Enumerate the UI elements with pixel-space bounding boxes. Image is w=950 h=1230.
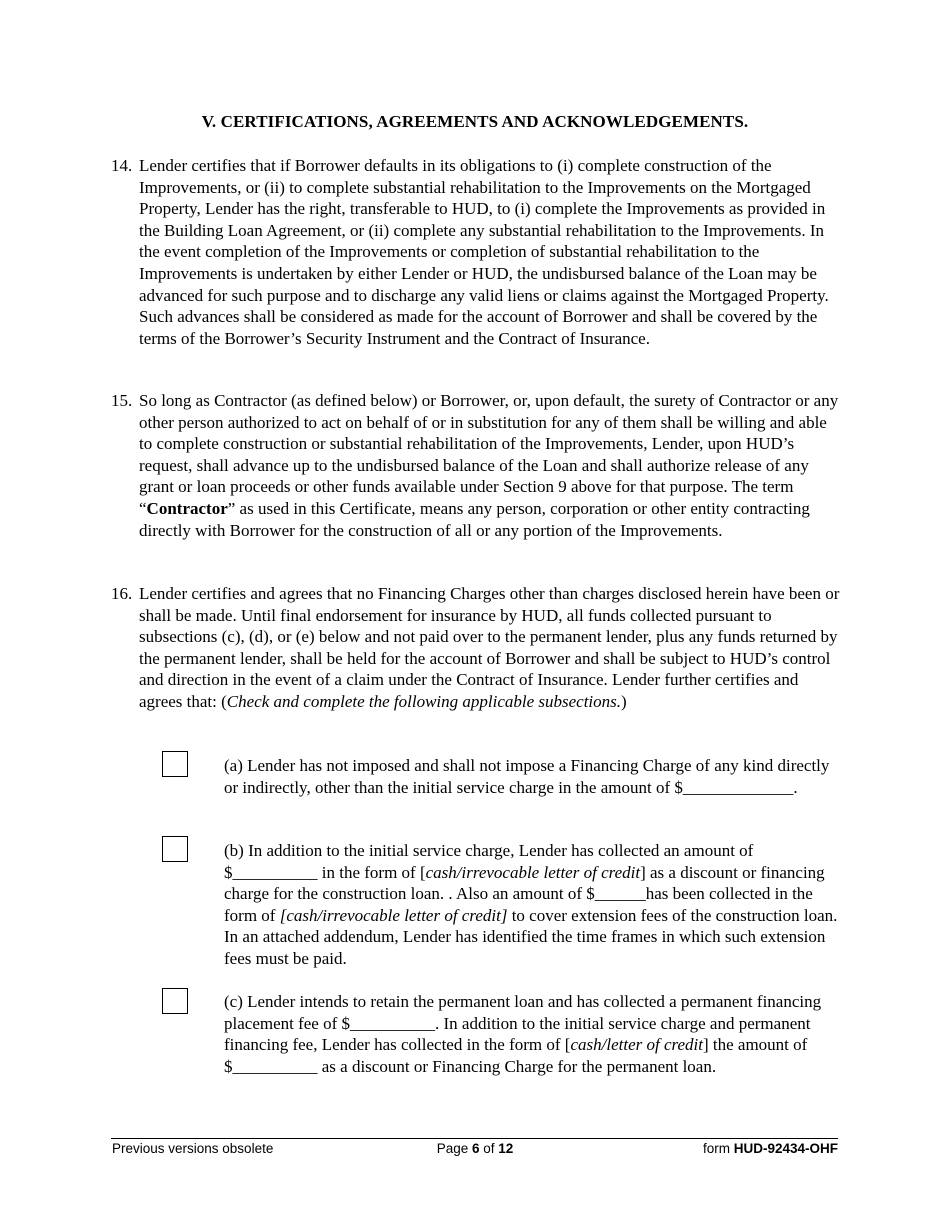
paragraph-number: 15.: [111, 391, 133, 410]
footer-divider: [111, 1138, 838, 1139]
paragraph-15: [111, 390, 841, 541]
paragraph-number: 16.: [111, 584, 133, 603]
paragraph-number: 14.: [111, 156, 133, 175]
paragraph-text: Lender certifies and agrees that no Financing Charges other than charges disclosed herein have been or shall be made. Until final endorsement for insurance by HUD, all funds collected pursuant to subsections (c), (d), or (e) below and not paid over to the permanent lender, plus any funds returned by the permanent lender, shall be held for the account of Borrower and shall be subject to HUD’s control and direction in the event of a claim under the Contract of Insurance. Lender further certifies and agrees that: (Check and complete the following applicable subsections.): [139, 584, 840, 711]
paragraph-text: Lender certifies that if Borrower defaults in its obligations to (i) complete construction of the Improvements, or (ii) to complete substantial rehabilitation to the Improvements on the Mortgaged Property, Lender has the right, transferable to HUD, to (i) complete the Improvements as provided in the Building Loan Agreement, or (ii) complete any substantial rehabilitation to the Improvements. In the event completion of the Improvements or completion of substantial rehabilitation to the Improvements is undertaken by either Lender or HUD, the undisbursed balance of the Loan may be advanced for such purpose and to discharge any valid liens or claims against the Mortgaged Property. Such advances shall be considered as made for the account of Borrower and shall be covered by the terms of the Borrower’s Security Instrument and the Contract of Insurance.: [139, 156, 829, 348]
footer-page-number: Page 6 of 12: [436, 1141, 514, 1156]
subsection-c-checkbox[interactable]: [162, 988, 188, 1014]
paragraph-16: [111, 583, 841, 713]
subsection-b-checkbox[interactable]: [162, 836, 188, 862]
defined-term: Contractor: [146, 498, 228, 518]
subsection-a-checkbox[interactable]: [162, 751, 188, 777]
section-heading: V. CERTIFICATIONS, AGREEMENTS AND ACKNOWLEDGEMENTS.: [201, 112, 749, 131]
subsection-a-text: (a) Lender has not imposed and shall not impose a Financing Charge of any kind directly or indirectly, other than the initial service charge in the amount of $_____________.: [224, 756, 830, 797]
paragraph-text: So long as Contractor (as defined below) or Borrower, or, upon default, the surety of Contractor or any other person authorized to act on behalf of or in substitution for any of them shall be willing and able to complete construction or substantial rehabilitation of the Improvements, Lender, upon HUD’s request, shall advance up to the undisbursed balance of the Loan and shall authorize release of any grant or loan proceeds or other funds available under Section 9 above for that purpose. The term “Contractor” as used in this Certificate, means any person, corporation or other entity contracting directly with Borrower for the construction of all or any portion of the Improvements.: [139, 391, 839, 540]
instruction-text: Check and complete the following applicable subsections.: [226, 691, 622, 711]
footer-form-number: form HUD-92434-OHF: [702, 1141, 838, 1156]
footer-obsolete-notice: Previous versions obsolete: [112, 1141, 274, 1156]
subsection-b-text: (b) In addition to the initial service charge, Lender has collected an amount of $__________ in the form of [cash/irrevocable letter of credit] as a discount or financing charge for the construction loan. . Also an amount of $______has been collected in the form of [cash/irrevocable letter of credit] to cover extension fees of the construction loan. In an attached addendum, Lender has identified the time frames in which such extension fees must be paid.: [224, 841, 838, 968]
paragraph-14: [111, 155, 841, 349]
subsection-c-text: (c) Lender intends to retain the permanent loan and has collected a permanent financing placement fee of $__________. In addition to the initial service charge and permanent financing fee, Lender has collected in the form of [cash/letter of credit] the amount of $__________ as a discount or Financing Charge for the permanent loan.: [224, 992, 822, 1076]
